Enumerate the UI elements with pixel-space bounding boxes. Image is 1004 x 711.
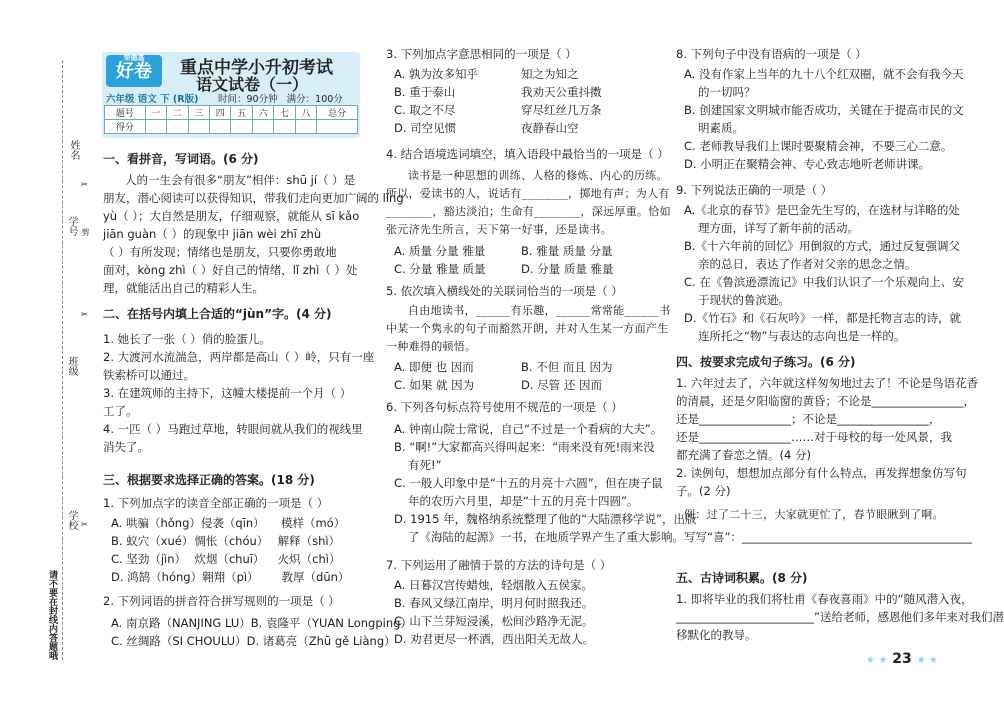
section-4-body	[676, 374, 979, 500]
section-1-line: 理，就能活出自己的精彩人生。	[103, 281, 264, 295]
passage-line: 自由地读书，______有乐趣，______常常能______书	[408, 304, 671, 317]
answer-option[interactable]: D. 分量 质量 雅量	[521, 262, 614, 276]
column-2	[386, 0, 697, 711]
answer-option: B.《十六年前的回忆》用倒叙的方式，通过反复强调父	[684, 239, 961, 253]
question-8: 8. 下列句子中没有语病的一项是（ ）	[676, 47, 867, 61]
question-9: 9. 下列说法正确的一项是（ ）	[676, 183, 833, 197]
answer-option: B. 春风又绿江南岸，明月何时照我还。	[394, 596, 594, 610]
section-2-line: 铁索桥可以通过。	[103, 368, 195, 382]
answer-option: B. 创建国家文明城市能否成功，关键在于提高市民的文	[684, 103, 964, 117]
answer-option[interactable]: A. 质量 分量 雅量	[394, 244, 486, 258]
answer-option[interactable]: D. 诸葛亮（Zhū gě Liàng）	[246, 634, 396, 648]
brand-logo: 荣德基 好卷	[106, 55, 162, 87]
answer-option: D. 1915 年，魏格纳系统整理了他的“大陆漂移学说”，出版	[394, 512, 697, 526]
passage-line: 中某一个隽永的句子而豁然开朗，并对人生某一方面产生	[386, 322, 669, 335]
answer-option[interactable]: C. 取之不尽	[394, 103, 456, 117]
answer-option[interactable]: A. 即便 也 因而	[394, 360, 474, 374]
answer-option: 亲的总日，表达了作者对父亲的思念之情。	[698, 257, 917, 271]
score-header-cell-8: 八	[295, 106, 316, 120]
question-1: 1. 下列加点字的读音全部正确的一项是（ ）	[103, 496, 329, 510]
answer-option[interactable]: 知之为知之	[521, 67, 579, 81]
answer-option[interactable]: A. 南京路（NANJING LU）	[111, 616, 251, 630]
section-1-line: （ ）有所发现；情绪也是朋友，只要你勇敢地	[103, 245, 337, 259]
section-1-line: 面对，kòng zhì（ ）好自己的情绪，lǐ zhì（ ）处	[103, 263, 358, 277]
question-1-options	[111, 514, 361, 586]
answer-option[interactable]: C. 分量 雅量 质量	[394, 262, 486, 276]
question-5: 5. 依次填入横线处的关联词恰当的一项是（ ）	[386, 284, 623, 298]
passage-line: 读书是一种思想的训练、人格的修炼、内心的历练。	[408, 169, 668, 182]
section-2-line: 2. 大渡河水流湍急，两岸都是高山（ ）岭，只有一座	[103, 350, 375, 364]
answer-option[interactable]: 解释（shì）	[277, 534, 341, 548]
answer-option-row	[394, 260, 648, 278]
answer-option: D.《竹石》和《石灰吟》一样，都是托物言志的诗，就	[684, 311, 962, 325]
answer-option: 理方面，详写了新年前的活动。	[698, 221, 859, 235]
cut-line	[62, 60, 63, 660]
answer-option[interactable]: 我劝天公重抖擞	[521, 85, 602, 99]
section-4-line: 还是________________；不论是________________，	[676, 412, 941, 426]
class-label: 班级	[66, 356, 77, 376]
scissors-icon: ✂	[80, 310, 89, 319]
answer-option[interactable]: C. 丝绸路（SI CHOULU）	[111, 634, 247, 648]
section-5-title: 五、古诗词积累。(8 分)	[676, 571, 808, 585]
section-5-body	[676, 590, 1004, 644]
answer-option: 的一切吗？	[698, 85, 756, 99]
section-2-body	[103, 330, 375, 456]
score-header-cell-0: 题号	[105, 106, 146, 120]
answer-option: D. 小明正在聚精会神、专心致志地听老师讲课。	[684, 157, 931, 171]
answer-option-row	[111, 532, 361, 550]
answer-option: 了《海陆的起源》一书，在地质学界产生了重大影响。	[408, 530, 684, 544]
section-4-line: 子。(2 分)	[676, 484, 731, 498]
score-header-cell-2: 二	[167, 106, 188, 120]
grade-label: 六年级 语文 下 (R版)	[106, 94, 199, 105]
section-4-line: 的清晨，还是夕阳临窗的黄昏；不论是________________，	[676, 394, 975, 408]
answer-option: A. 钟南山院士常说，自己“不过是一个看病的大夫”。	[394, 422, 663, 436]
column-3	[676, 0, 1004, 711]
question-4-options	[394, 242, 648, 278]
score-cell-0: 得分	[105, 120, 146, 134]
passage-line: 一种难得的顿悟。	[386, 340, 477, 353]
answer-option[interactable]: 惆怅（chóu）	[194, 534, 269, 548]
question-8-options	[684, 65, 964, 173]
score-label: 满分：100分	[286, 94, 343, 105]
passage-line: ________，豁达淡泊；生命有________，深远厚重。恰如	[386, 205, 671, 218]
question-6: 6. 下列各句标点符号使用不规范的一项是（ ）	[386, 400, 623, 414]
answer-option-row	[394, 358, 648, 376]
answer-option-row	[111, 568, 361, 586]
passage-line: 张元济先生所言，天下第一好事，还是读书。	[386, 223, 612, 236]
answer-option: 有死!”	[408, 458, 442, 472]
section-4-line: 2. 读例句，想想加点部分有什么特点，再发挥想象仿写句	[676, 466, 967, 480]
answer-option: C. 一般人印象中是“十五的月亮十六圆”，但在庚子鼠	[394, 476, 663, 490]
write-prompt: 写写“喜”：________________________________________	[684, 530, 972, 544]
section-2-line: 消失了。	[103, 440, 149, 454]
answer-option[interactable]: B. 不但 而且 因为	[521, 360, 613, 374]
question-5-passage	[386, 302, 671, 356]
answer-option-row	[111, 614, 412, 632]
section-2-title: 二、在括号内填上合适的“jùn”字。(4 分)	[103, 307, 332, 321]
answer-option[interactable]: 穿尽红丝几万条	[521, 103, 602, 117]
star-icon: ★ ★	[865, 655, 888, 666]
answer-option[interactable]: D. 尽管 还 因而	[521, 378, 602, 392]
score-header-cell-4: 四	[210, 106, 231, 120]
section-2-line: 3. 在建筑师的主持下，这幢大楼提前一个月（ ）	[103, 386, 352, 400]
section-4-line: 都充满了眷恋之情。(4 分)	[676, 448, 811, 462]
score-header-cell-5: 五	[231, 106, 252, 120]
exam-title: 重点中学小升初考试	[180, 58, 333, 78]
answer-option[interactable]: 炊烟（chuī）	[194, 552, 265, 566]
answer-option-row	[394, 242, 648, 260]
seal-note: 请不要在封线内答题哦	[47, 570, 57, 660]
question-9-options	[684, 201, 964, 345]
scissors-icon: ✂	[80, 520, 89, 529]
answer-option: 连所托之“物”与表达的志向也是一样的。	[698, 329, 906, 343]
answer-option: 年的农历六月里，却是“十五的月亮十四圆”。	[408, 494, 639, 508]
section-1-body	[103, 171, 404, 297]
section-4-line: 还是________________……对于母校的每一处风景，我	[676, 430, 952, 444]
answer-option[interactable]: B. 蚁穴（xué）	[111, 534, 194, 548]
answer-option[interactable]: 火炽（chì）	[277, 552, 341, 566]
section-1-line: yù（ ）；大自然是朋友，仔细观察，就能从 sī kǎo	[103, 209, 360, 223]
section-1-line: 人的一生会有很多“朋友”相伴：shū jí（ ）是	[125, 173, 356, 187]
section-2-line: 4. 一匹（ ）马跑过草地，转眼间就从我们的视线里	[103, 422, 363, 436]
question-3: 3. 下列加点字意思相同的一项是（ ）	[386, 47, 577, 61]
answer-option[interactable]: A. 孰为汝多知乎	[394, 67, 478, 81]
example-sentence: 例：过了二十三，大家就更忙了，春节眼瞅到了啊。	[684, 508, 944, 521]
answer-option[interactable]: C. 坚劲（jìn）	[111, 552, 187, 566]
section-2-line: 工了。	[103, 404, 138, 418]
score-header-cell-1: 一	[145, 106, 166, 120]
answer-option[interactable]: 夜静春山空	[521, 121, 579, 135]
answer-option: C. 老师教导我们上课时要聚精会神，不要三心二意。	[684, 139, 953, 153]
section-1-line: jiān guàn（ ）的现象中 jiān wèi zhī zhù	[103, 227, 322, 241]
answer-option: A. 日暮汉宫传蜡烛，轻烟散入五侯家。	[394, 578, 593, 592]
question-2: 2. 下列词语的拼音符合拼写规则的一项是（ ）	[103, 594, 340, 608]
answer-option[interactable]: D. 司空见惯	[394, 121, 457, 135]
answer-option-row	[394, 101, 648, 119]
answer-option[interactable]: A. 哄骗（hǒng）	[111, 516, 201, 530]
score-header-cell-9: 总分	[317, 106, 358, 120]
answer-option-row	[394, 83, 648, 101]
time-label: 时间：90分钟	[218, 94, 278, 105]
section-1-title: 一、看拼音，写词语。(6 分)	[103, 152, 259, 166]
name-label: 姓名	[68, 140, 79, 160]
question-3-options	[394, 65, 648, 137]
section-5-line: 1. 即将毕业的我们将杜甫《春夜喜雨》中的“随风潜入夜，	[676, 592, 973, 606]
question-7: 7. 下列运用了融情于景的方法的诗句是（ ）	[386, 558, 612, 572]
question-2-options	[111, 614, 412, 650]
answer-option[interactable]: 侵袭（qīn）	[200, 516, 265, 530]
section-1-line: 朋友，潜心阅读可以获得知识，带我们走向更加广阔的 lǐng	[103, 191, 404, 205]
answer-option[interactable]: 翱翔（pì）	[202, 570, 259, 584]
answer-option-row	[394, 119, 648, 137]
answer-option: B. “啊!”大家都高兴得叫起来：“雨来没有死!雨来没	[394, 440, 655, 454]
student-id-label: 学号	[66, 216, 77, 236]
section-3-title: 三、根据要求选择正确的答案。(18 分)	[103, 473, 315, 487]
answer-option-row	[111, 514, 361, 532]
section-4-line: 1. 六年过去了，六年就这样匆匆地过去了！不论是鸟语花香	[676, 376, 979, 390]
answer-option-row	[394, 65, 648, 83]
answer-option: A. 没有作家上当年的九十八个红双圈，就不会有我今天	[684, 67, 964, 81]
passage-line: 所以，爱读书的人，说话有________，掷地有声；为人有	[386, 187, 670, 200]
answer-option: C. 在《鲁滨逊漂流记》中我们认识了一个乐观向上、安	[684, 275, 964, 289]
section-5-line: 移默化的教导。	[676, 628, 757, 642]
cut-label: 剪	[81, 228, 90, 236]
star-icon: ★ ★	[916, 655, 938, 666]
answer-option: 于现状的鲁滨逊。	[698, 293, 790, 307]
answer-option[interactable]: 模样（mó）	[280, 516, 346, 530]
answer-option-row	[111, 550, 361, 568]
question-4-passage	[386, 167, 671, 239]
answer-option[interactable]: B. 重于泰山	[394, 85, 456, 99]
binding-margin	[40, 40, 95, 680]
question-7-options	[394, 576, 648, 648]
answer-option[interactable]: 教厚（dūn）	[281, 570, 350, 584]
answer-option[interactable]: B. 袁隆平（YUAN Longping）	[250, 616, 412, 630]
page-number: ★ ★ 23 ★ ★	[865, 651, 938, 667]
scissors-icon: ✂	[80, 180, 89, 189]
section-5-line: ________________________”送给老师，感恩他们多年来对我们潜	[676, 610, 1004, 624]
question-4: 4. 结合语境选词填空，填入语段中最恰当的一项是（ ）	[386, 147, 669, 161]
answer-option: D. 劝君更尽一杯酒，西出阳关无故人。	[394, 632, 595, 646]
exam-subtitle: 语文试卷（一）	[196, 75, 309, 94]
question-5-options	[394, 358, 648, 394]
answer-option: A.《北京的春节》是巴金先生写的，在选材与详略的处	[684, 203, 960, 217]
school-label: 学校	[66, 510, 77, 530]
question-6-options	[394, 420, 697, 546]
answer-option: 明素质。	[698, 121, 744, 135]
answer-option[interactable]: D. 鸿鹄（hóng）	[111, 570, 203, 584]
score-header-cell-6: 六	[252, 106, 273, 120]
answer-option[interactable]: C. 如果 就 因为	[394, 378, 475, 392]
section-4-title: 四、按要求完成句子练习。(6 分)	[676, 355, 856, 369]
answer-option: C. 山下兰芽短浸溪，松间沙路净无泥。	[394, 614, 594, 628]
score-header-cell-3: 三	[188, 106, 209, 120]
answer-option-row	[394, 376, 648, 394]
column-1	[103, 0, 412, 711]
section-2-line: 1. 她长了一张（ ）俏的脸蛋儿。	[103, 332, 271, 346]
answer-option[interactable]: B. 雅量 质量 分量	[521, 244, 613, 258]
answer-option-row	[111, 632, 396, 650]
score-header-cell-7: 七	[274, 106, 295, 120]
